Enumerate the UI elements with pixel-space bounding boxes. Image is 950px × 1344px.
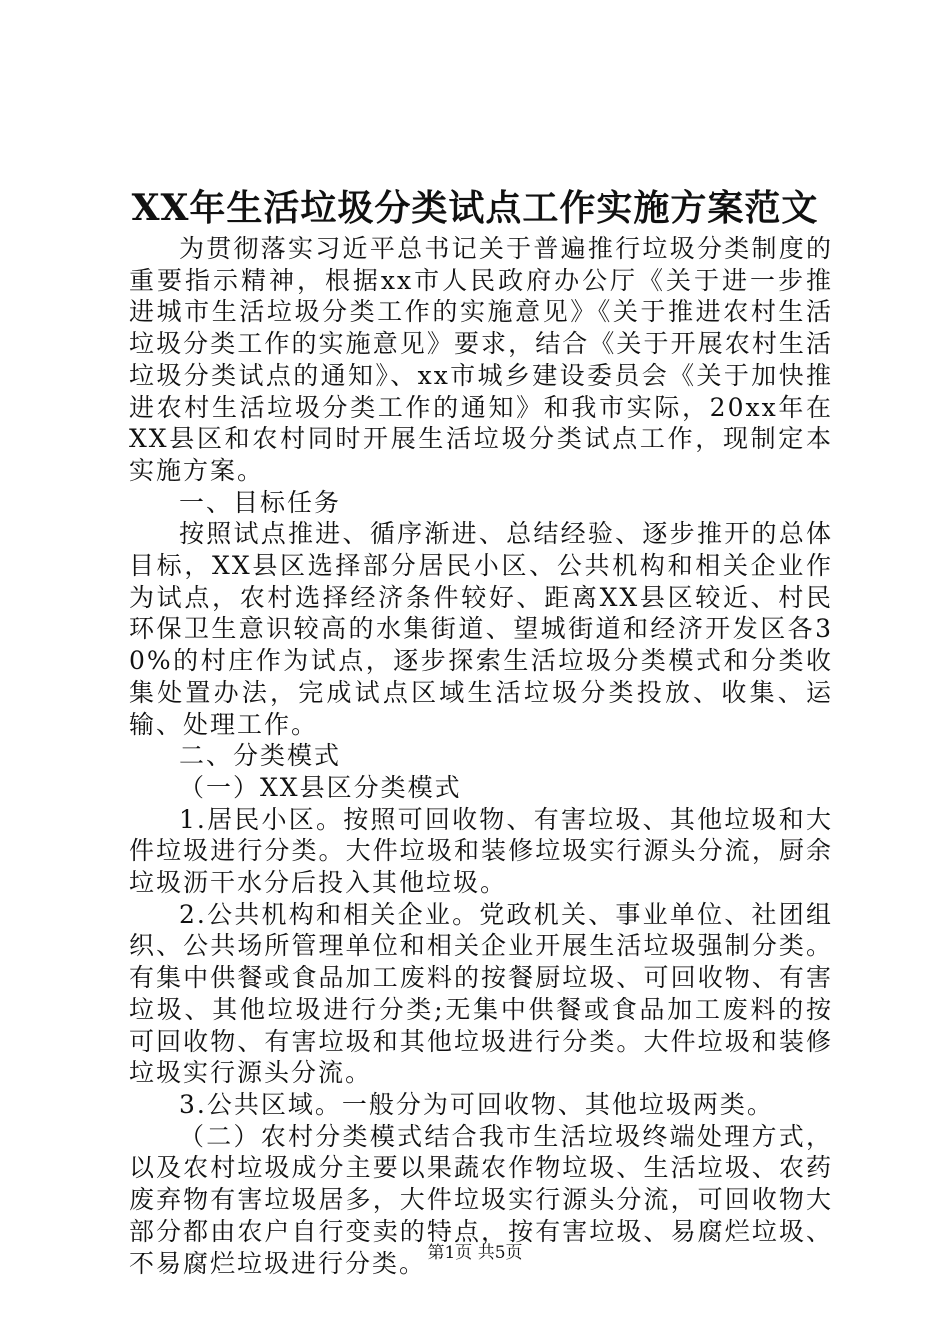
- subsection-heading-county: （一）XX县区分类模式: [179, 772, 462, 802]
- item-residential: 1.居民小区。按照可回收物、有害垃圾、其他垃圾和大件垃圾进行分类。大件垃圾和装修垃圾实行源头分流，厨余垃圾沥干水分后投入其他垃圾。: [129, 804, 833, 898]
- page-number-footer: 第1页 共5页: [427, 1243, 523, 1263]
- goals-paragraph: 按照试点推进、循序渐进、总结经验、逐步推开的总体目标，XX县区选择部分居民小区、公共机构和相关企业作为试点，农村选择经济条件较好、距离XX县区较近、村民环保卫生意识较高的水集街道、望城街道和经济开发区各30%的村庄作为试点，逐步探索生活垃圾分类模式和分类收集处置办法，完成试点区域生活垃圾分类投放、收集、运输、处理工作。: [129, 519, 833, 739]
- document-body: [129, 233, 833, 1279]
- section-heading-goals: 一、目标任务: [179, 487, 342, 517]
- intro-paragraph: 为贯彻落实习近平总书记关于普遍推行垃圾分类制度的重要指示精神，根据xx市人民政府办公厅《关于进一步推进城市生活垃圾分类工作的实施意见》《关于推进农村生活垃圾分类工作的实施意见》要求，结合《关于开展农村生活垃圾分类试点的通知》、xx市城乡建设委员会《关于加快推进农村生活垃圾分类工作的通知》和我市实际，20xx年在XX县区和农村同时开展生活垃圾分类试点工作，现制定本实施方案。: [129, 234, 833, 485]
- item-public-institutions: 2.公共机构和相关企业。党政机关、事业单位、社团组织、公共场所管理单位和相关企业开展生活垃圾强制分类。有集中供餐或食品加工废料的按餐厨垃圾、可回收物、有害垃圾、其他垃圾进行分类;无集中供餐或食品加工废料的按可回收物、有害垃圾和其他垃圾进行分类。大件垃圾和装修垃圾实行源头分流。: [129, 899, 833, 1088]
- section-heading-modes: 二、分类模式: [179, 741, 342, 771]
- subsection-rural: （二）农村分类模式结合我市生活垃圾终端处理方式，以及农村垃圾成分主要以果蔬农作物垃圾、生活垃圾、农药废弃物有害垃圾居多，大件垃圾实行源头分流，可回收物大部分都由农户自行变卖的特点，按有害垃圾、易腐烂垃圾、不易腐烂垃圾进行分类。: [129, 1121, 833, 1278]
- item-public-areas: 3.公共区域。一般分为可回收物、其他垃圾两类。: [179, 1089, 774, 1119]
- document-title: XX年生活垃圾分类试点工作实施方案范文: [131, 187, 819, 229]
